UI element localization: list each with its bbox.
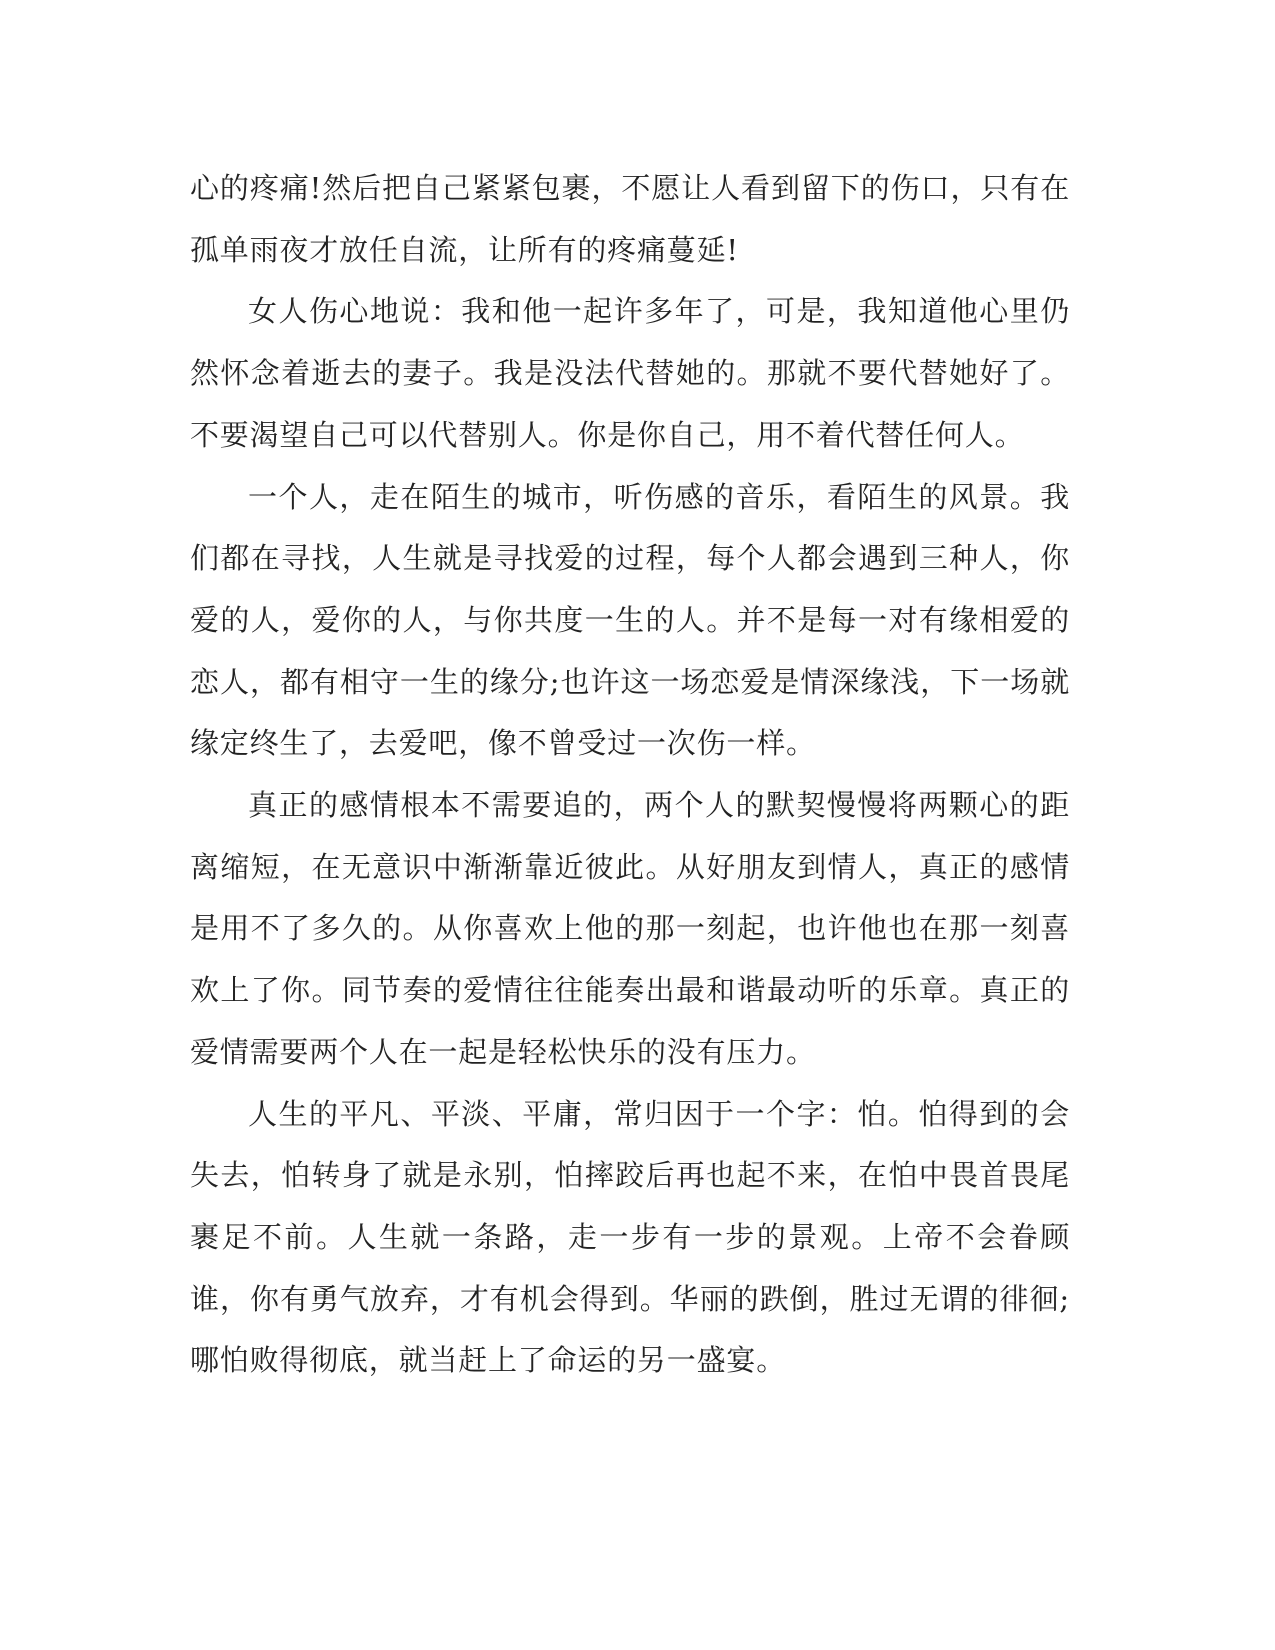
- paragraph-continued: 心的疼痛!然后把自己紧紧包裹，不愿让人看到留下的伤口，只有在孤单雨夜才放任自流，让所有的疼痛蔓延!: [190, 171, 1070, 267]
- paragraph: 人生的平凡、平淡、平庸，常归因于一个字：怕。怕得到的会失去，怕转身了就是永别，怕摔跤后再也起不来，在怕中畏首畏尾裹足不前。人生就一条路，走一步有一步的景观。上帝不会眷顾谁，你有勇气放弃，才有机会得到。华丽的跌倒，胜过无谓的徘徊;哪怕败得彻底，就当赶上了命运的另一盛宴。: [190, 1096, 1070, 1378]
- paragraph: 一个人，走在陌生的城市，听伤感的音乐，看陌生的风景。我们都在寻找，人生就是寻找爱的过程，每个人都会遇到三种人，你爱的人，爱你的人，与你共度一生的人。并不是每一对有缘相爱的恋人，都有相守一生的缘分;也许这一场恋爱是情深缘浅，下一场就缘定终生了，去爱吧，像不曾受过一次伤一样。: [190, 479, 1070, 761]
- paragraph: 女人伤心地说：我和他一起许多年了，可是，我知道他心里仍然怀念着逝去的妻子。我是没法代替她的。那就不要代替她好了。不要渴望自己可以代替别人。你是你自己，用不着代替任何人。: [190, 294, 1070, 452]
- paragraph: 真正的感情根本不需要追的，两个人的默契慢慢将两颗心的距离缩短，在无意识中渐渐靠近彼此。从好朋友到情人，真正的感情是用不了多久的。从你喜欢上他的那一刻起，也许他也在那一刻喜欢上了你。同节奏的爱情往往能奏出最和谐最动听的乐章。真正的爱情需要两个人在一起是轻松快乐的没有压力。: [190, 788, 1070, 1069]
- document-body: [190, 158, 1070, 1392]
